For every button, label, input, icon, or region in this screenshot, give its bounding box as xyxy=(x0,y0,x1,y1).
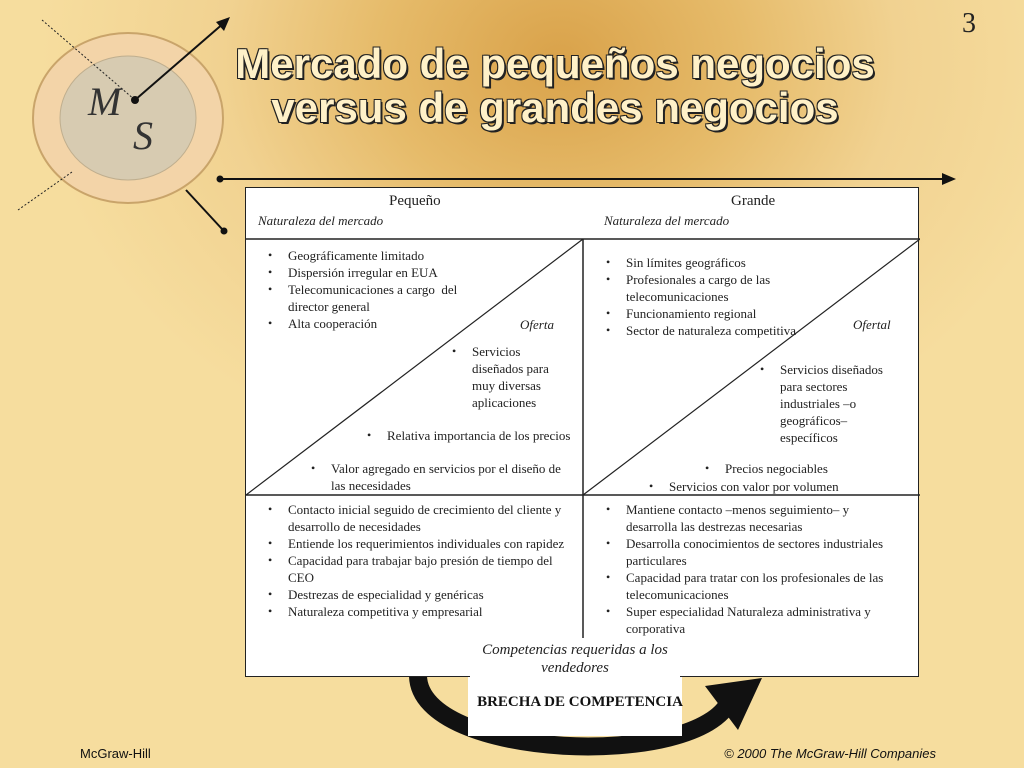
list-item: • Entiende los requerimientos individuales con rapidez xyxy=(260,535,570,552)
logo-letter-m: M xyxy=(88,79,122,124)
logo-letter-s: S xyxy=(133,113,153,158)
list-item: • Capacidad para trabajar bajo presión de tiempo del CEO xyxy=(260,552,570,586)
title-line-2: versus de grandes negocios xyxy=(271,84,839,131)
column-subheader-small: Naturaleza del mercado xyxy=(258,213,384,228)
list-item: • Mantiene contacto –menos seguimiento– y desarrolla las destrezas necesarias xyxy=(598,501,898,535)
list-item: • Dispersión irregular en EUA xyxy=(260,264,490,281)
small-market-list xyxy=(260,247,490,332)
list-item: • Contacto inicial seguido de crecimiento del cliente y desarrollo de necesidades xyxy=(260,501,570,535)
list-item: • Sector de naturaleza competitiva xyxy=(598,322,828,339)
large-offer-item: • Servicios con valor por volumen xyxy=(641,478,929,495)
large-offer-item: • Servicios diseñados para sectores industriales –o geográficos– específicos xyxy=(752,361,900,446)
list-item: • Geográficamente limitado xyxy=(260,247,490,264)
column-subheader-large: Naturaleza del mercado xyxy=(604,213,730,228)
footer-publisher: McGraw-Hill xyxy=(80,746,151,761)
large-competencies-list xyxy=(598,501,898,637)
list-item: • Alta cooperación xyxy=(260,315,490,332)
competencias-label: Competencias requeridas a los vendedores xyxy=(470,641,680,677)
column-header-large: Grande xyxy=(731,193,776,209)
slide-number: 3 xyxy=(962,8,976,39)
list-item: • Profesionales a cargo de las telecomunicaciones xyxy=(598,271,828,305)
large-offer-item: • Precios negociables xyxy=(697,460,925,477)
small-offer-item: • Relativa importancia de los precios xyxy=(359,427,577,444)
list-item: • Telecomunicaciones a cargo del director general xyxy=(260,281,490,315)
brecha-label: BRECHA DE COMPETENCIA xyxy=(477,694,683,710)
small-offer-item: • Valor agregado en servicios por el diseño de las necesidades xyxy=(303,460,571,494)
small-offer-label: Oferta xyxy=(520,317,554,332)
footer-copyright: © 2000 The McGraw-Hill Companies xyxy=(724,746,936,761)
small-competencies-list xyxy=(260,501,570,620)
list-item: • Capacidad para tratar con los profesionales de las telecomunicaciones xyxy=(598,569,898,603)
large-market-list xyxy=(598,254,828,356)
comparison-panel xyxy=(245,187,919,677)
small-offer-item: • Servicios diseñados para muy diversas aplicaciones xyxy=(444,343,564,411)
title-line-1: Mercado de pequeños negocios xyxy=(235,40,875,87)
list-item: • Naturaleza competitiva y empresarial xyxy=(260,603,570,620)
column-header-small: Pequeño xyxy=(389,193,441,209)
list-item: • Sin límites geográficos xyxy=(598,254,828,271)
list-item: • Super especialidad Naturaleza administrativa y corporativa xyxy=(598,603,898,637)
list-item: • Funcionamiento regional xyxy=(598,305,828,322)
list-item: • Destrezas de especialidad y genéricas xyxy=(260,586,570,603)
large-offer-label: Ofertal xyxy=(853,317,891,332)
list-item: • Desarrolla conocimientos de sectores industriales particulares xyxy=(598,535,898,569)
